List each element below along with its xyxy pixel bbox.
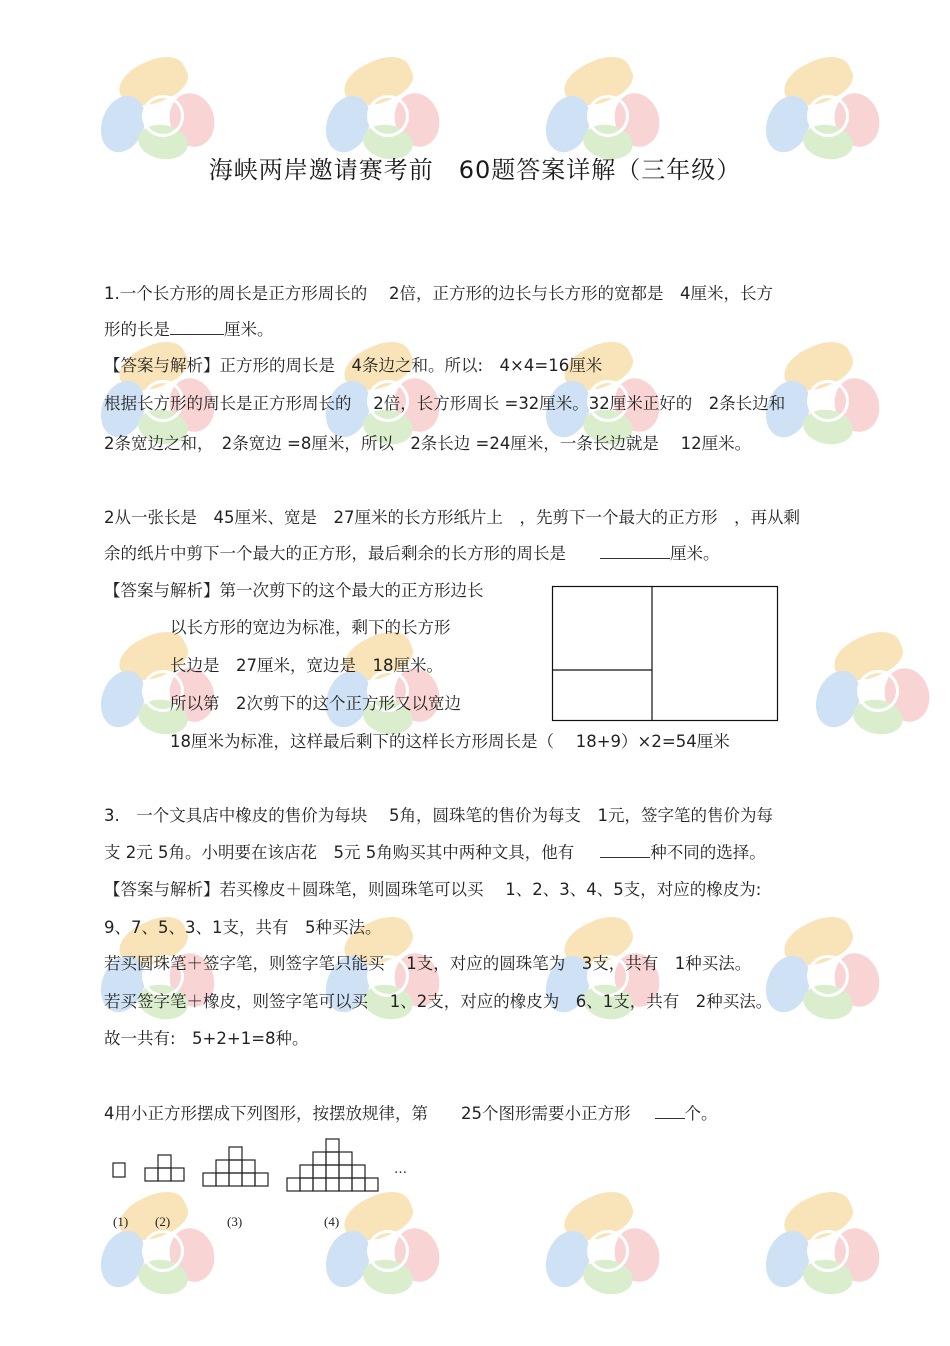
q2-text-line2-a: 余的纸片中剪下一个最大的正方形，最后剩余的长方形的周长是: [104, 544, 566, 563]
watermark-logo: [765, 915, 895, 1035]
q4-text-b: 个。: [684, 1104, 718, 1123]
q2-text-line1: 2从一张长是 45厘米、宽是 27厘米的长方形纸片上 ，先剪下一个最大的正方形 ，再从剩: [104, 508, 800, 527]
answer-blank: [600, 544, 670, 559]
square-pattern-figure: [105, 1133, 405, 1233]
watermark-logo: [815, 630, 945, 750]
answer-blank: [170, 320, 224, 335]
q2-answer-line3: 长边是 27厘米，宽边是 18厘米。: [170, 656, 443, 675]
answer-blank: [600, 843, 650, 858]
q2-answer-line4: 所以第 2次剪下的这个正方形又以宽边: [170, 694, 461, 713]
q3-answer-line4: 若买签字笔＋橡皮，则签字笔可以买 1、2支，对应的橡皮为 6、1支，共有 2种买法。: [104, 992, 773, 1011]
q1-text-line2-b: 厘米。: [224, 320, 274, 339]
watermark-logo: [545, 915, 675, 1035]
q1-text-line2: [104, 316, 274, 340]
figure-label-4: (4): [324, 1214, 340, 1229]
q4-text-a: 4用小正方形摆成下列图形，按摆放规律，第 25个图形需要小正方形: [104, 1104, 631, 1123]
q2-text-line2: [104, 540, 720, 564]
q4-text-line: [104, 1100, 718, 1124]
figure-label-2: (2): [155, 1214, 171, 1229]
q2-answer-line5: 18厘米为标准，这样最后剩下的这样长方形周长是（ 18+9）×2=54厘米: [170, 732, 730, 751]
answer-blank: [655, 1104, 685, 1119]
q3-text-line2-b: 种不同的选择。: [650, 843, 766, 862]
q2-text-line2-b: 厘米。: [670, 544, 720, 563]
q3-text-line2: [104, 839, 766, 863]
q1-text-line1: 1.一个长方形的周长是正方形周长的 2倍，正方形的边长与长方形的宽都是 4厘米，长方: [104, 284, 773, 303]
q3-answer-line3: 若买圆珠笔＋签字笔，则签字笔只能买 1支，对应的圆珠笔为 3支，共有 1种买法。: [104, 954, 752, 973]
q2-answer-line2: 以长方形的宽边为标准，剩下的长方形: [170, 618, 451, 637]
q2-answer-line1: 【答案与解析】第一次剪下的这个最大的正方形边长: [104, 581, 484, 600]
q3-text-line2-a: 支 2元 5角。小明要在该店花 5元 5角购买其中两种文具，他有: [104, 843, 575, 862]
watermark-logo: [545, 1190, 675, 1310]
q3-text-line1: 3. 一个文具店中橡皮的售价为每块 5角，圆珠笔的售价为每支 1元，签字笔的售价为每: [104, 806, 773, 825]
q3-answer-line2: 9、7、5、3、1支，共有 5种买法。: [104, 918, 382, 937]
figure-label-3: (3): [227, 1214, 243, 1229]
rectangle-cut-figure: [552, 586, 778, 721]
q1-answer-line3: 2条宽边之和， 2条宽边 =8厘米，所以 2条长边 =24厘米，一条长边就是 12厘米。: [104, 434, 752, 453]
figure-label-1: (1): [113, 1214, 129, 1229]
q1-text-line2-a: 形的长是: [104, 320, 170, 339]
q1-answer-line1: 【答案与解析】正方形的周长是 4条边之和。所以: 4×4=16厘米: [104, 356, 603, 375]
q1-answer-line2: 根据长方形的周长是正方形周长的 2倍，长方形周长 =32厘米。32厘米正好的 2条长边和: [104, 394, 786, 413]
q3-answer-line1: 【答案与解析】若买橡皮＋圆珠笔，则圆珠笔可以买 1、2、3、4、5支，对应的橡皮为:: [104, 880, 762, 899]
watermark-logo: [765, 1190, 895, 1310]
page-title: 海峡两岸邀请赛考前 60题答案详解（三年级）: [208, 156, 742, 184]
q3-answer-line5: 故一共有: 5+2+1=8种。: [104, 1029, 309, 1048]
figure-ellipsis: …: [394, 1162, 407, 1177]
